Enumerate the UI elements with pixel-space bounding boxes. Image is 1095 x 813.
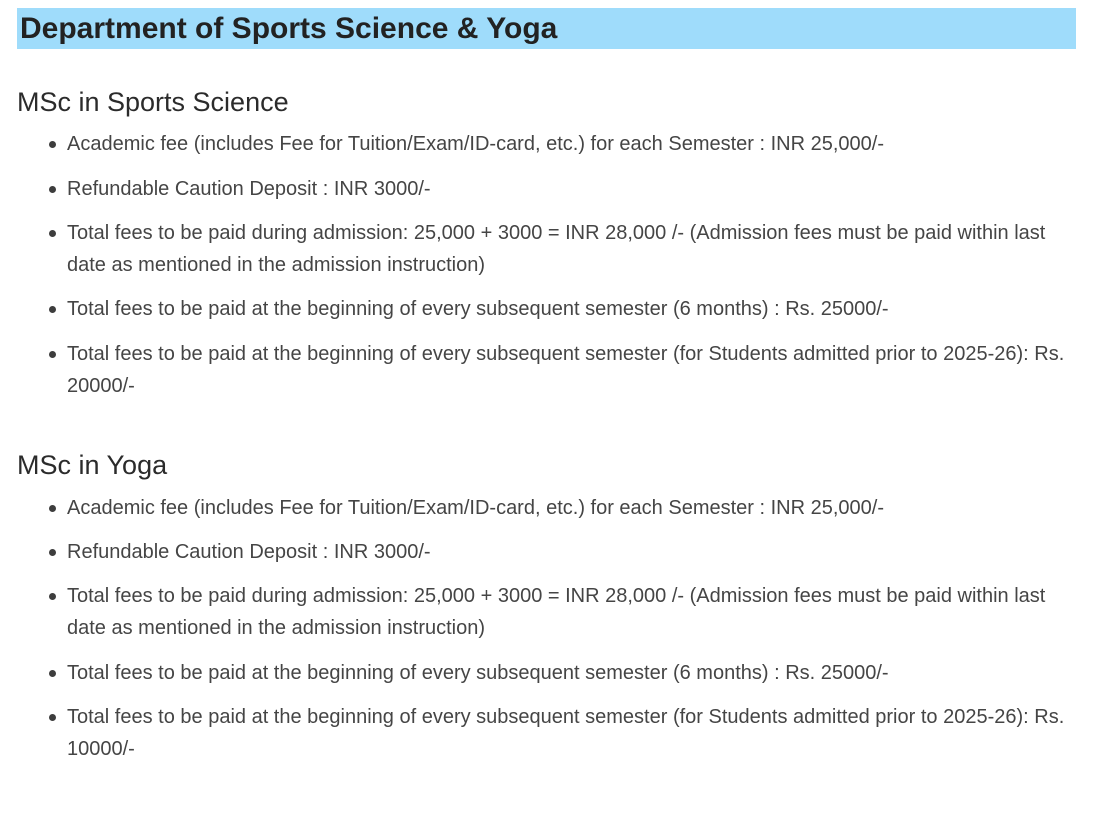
bullet-icon	[49, 505, 56, 512]
list-item	[67, 338, 1076, 402]
list-item	[67, 293, 1076, 325]
list-item	[67, 536, 1076, 568]
bullet-icon	[49, 549, 56, 556]
bullet-icon	[49, 186, 56, 193]
fee-structure-page	[17, 8, 1076, 765]
fee-item-text: Total fees to be paid during admission: 25,000 + 3000 = INR 28,000 /- (Admission fees must be paid within last date as mentioned in the admission instruction)	[67, 222, 1046, 276]
bullet-icon	[49, 351, 56, 358]
bullet-icon	[49, 593, 56, 600]
fee-item-text: Refundable Caution Deposit : INR 3000/-	[67, 541, 431, 563]
fee-item-text: Total fees to be paid at the beginning of every subsequent semester (for Students admitted prior to 2025-26): Rs. 10000/-	[67, 706, 1065, 760]
fee-item-text: Refundable Caution Deposit : INR 3000/-	[67, 178, 431, 200]
fee-item-text: Total fees to be paid at the beginning of every subsequent semester (6 months) : Rs. 25000/-	[67, 298, 889, 320]
fee-item-text: Total fees to be paid at the beginning of every subsequent semester (for Students admitted prior to 2025-26): Rs. 20000/-	[67, 343, 1065, 397]
fee-item-text: Academic fee (includes Fee for Tuition/Exam/ID-card, etc.) for each Semester : INR 25,000/-	[67, 133, 885, 155]
bullet-icon	[49, 141, 56, 148]
bullet-icon	[49, 230, 56, 237]
bullet-icon	[49, 306, 56, 313]
section-msc-yoga	[17, 448, 1076, 765]
list-item	[67, 492, 1076, 524]
list-item	[67, 701, 1076, 765]
list-item	[67, 580, 1076, 644]
list-item	[67, 173, 1076, 205]
fee-list	[17, 128, 1076, 402]
section-title: MSc in Sports Science	[17, 87, 289, 117]
list-item	[67, 128, 1076, 160]
fee-item-text: Total fees to be paid at the beginning of every subsequent semester (6 months) : Rs. 25000/-	[67, 662, 889, 684]
department-title: Department of Sports Science & Yoga	[17, 8, 1076, 49]
fee-item-text: Total fees to be paid during admission: 25,000 + 3000 = INR 28,000 /- (Admission fees must be paid within last date as mentioned in the admission instruction)	[67, 585, 1046, 639]
fee-list	[17, 492, 1076, 765]
bullet-icon	[49, 714, 56, 721]
fee-item-text: Academic fee (includes Fee for Tuition/Exam/ID-card, etc.) for each Semester : INR 25,000/-	[67, 497, 885, 519]
section-msc-sports-science	[17, 85, 1076, 402]
section-title: MSc in Yoga	[17, 450, 168, 480]
bullet-icon	[49, 670, 56, 677]
list-item	[67, 217, 1076, 281]
list-item	[67, 657, 1076, 689]
